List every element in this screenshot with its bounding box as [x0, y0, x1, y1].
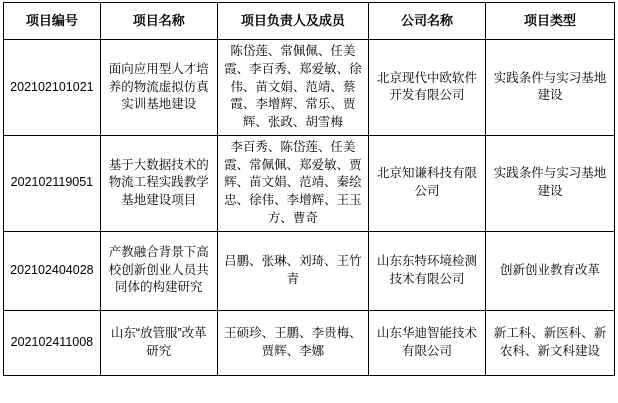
- cell-project-code: 202102101021: [4, 40, 101, 136]
- table-header-row: [4, 3, 615, 40]
- table-row: [4, 40, 615, 136]
- cell-company-name: 山东东特环境检测技术有限公司: [368, 231, 485, 310]
- cell-project-name: 基于大数据技术的物流工程实践教学基地建设项目: [100, 135, 217, 231]
- cell-company-name: 北京现代中欧软件开发有限公司: [368, 40, 485, 136]
- cell-project-code: 202102411008: [4, 310, 101, 375]
- cell-project-type: 新工科、新医科、新农科、新文科建设: [485, 310, 614, 375]
- cell-project-type: 实践条件与实习基地建设: [485, 40, 614, 136]
- cell-company-name: 山东华迪智能技术有限公司: [368, 310, 485, 375]
- cell-project-code: 202102119051: [4, 135, 101, 231]
- cell-project-code: 202102404028: [4, 231, 101, 310]
- table-row: [4, 135, 615, 231]
- column-header-project-team: 项目负责人及成员: [217, 3, 368, 40]
- cell-project-team: 王硕珍、王鹏、李贵梅、贾辉、李娜: [217, 310, 368, 375]
- cell-project-name: 产教融合背景下高校创新创业人员共同体的构建研究: [100, 231, 217, 310]
- cell-project-type: 创新创业教育改革: [485, 231, 614, 310]
- cell-project-name: 山东“放管服”改革研究: [100, 310, 217, 375]
- column-header-project-code: 项目编号: [4, 3, 101, 40]
- cell-project-type: 实践条件与实习基地建设: [485, 135, 614, 231]
- cell-company-name: 北京知谦科技有限公司: [368, 135, 485, 231]
- column-header-project-type: 项目类型: [485, 3, 614, 40]
- column-header-project-name: 项目名称: [100, 3, 217, 40]
- project-table: [3, 2, 615, 376]
- table-row: [4, 310, 615, 375]
- cell-project-team: 李百秀、陈岱莲、任美霞、常佩佩、郑爱敏、贾辉、苗文娟、范靖、秦绘忠、徐伟、李增辉、王玉方、曹奇: [217, 135, 368, 231]
- column-header-company-name: 公司名称: [368, 3, 485, 40]
- cell-project-team: 陈岱莲、常佩佩、任美霞、李百秀、郑爱敏、徐伟、苗文娟、范靖、蔡霞、李增辉、常乐、贾辉、张政、胡雪梅: [217, 40, 368, 136]
- cell-project-team: 吕鹏、张琳、刘琦、王竹青: [217, 231, 368, 310]
- table-row: [4, 231, 615, 310]
- cell-project-name: 面向应用型人才培养的物流虚拟仿真实训基地建设: [100, 40, 217, 136]
